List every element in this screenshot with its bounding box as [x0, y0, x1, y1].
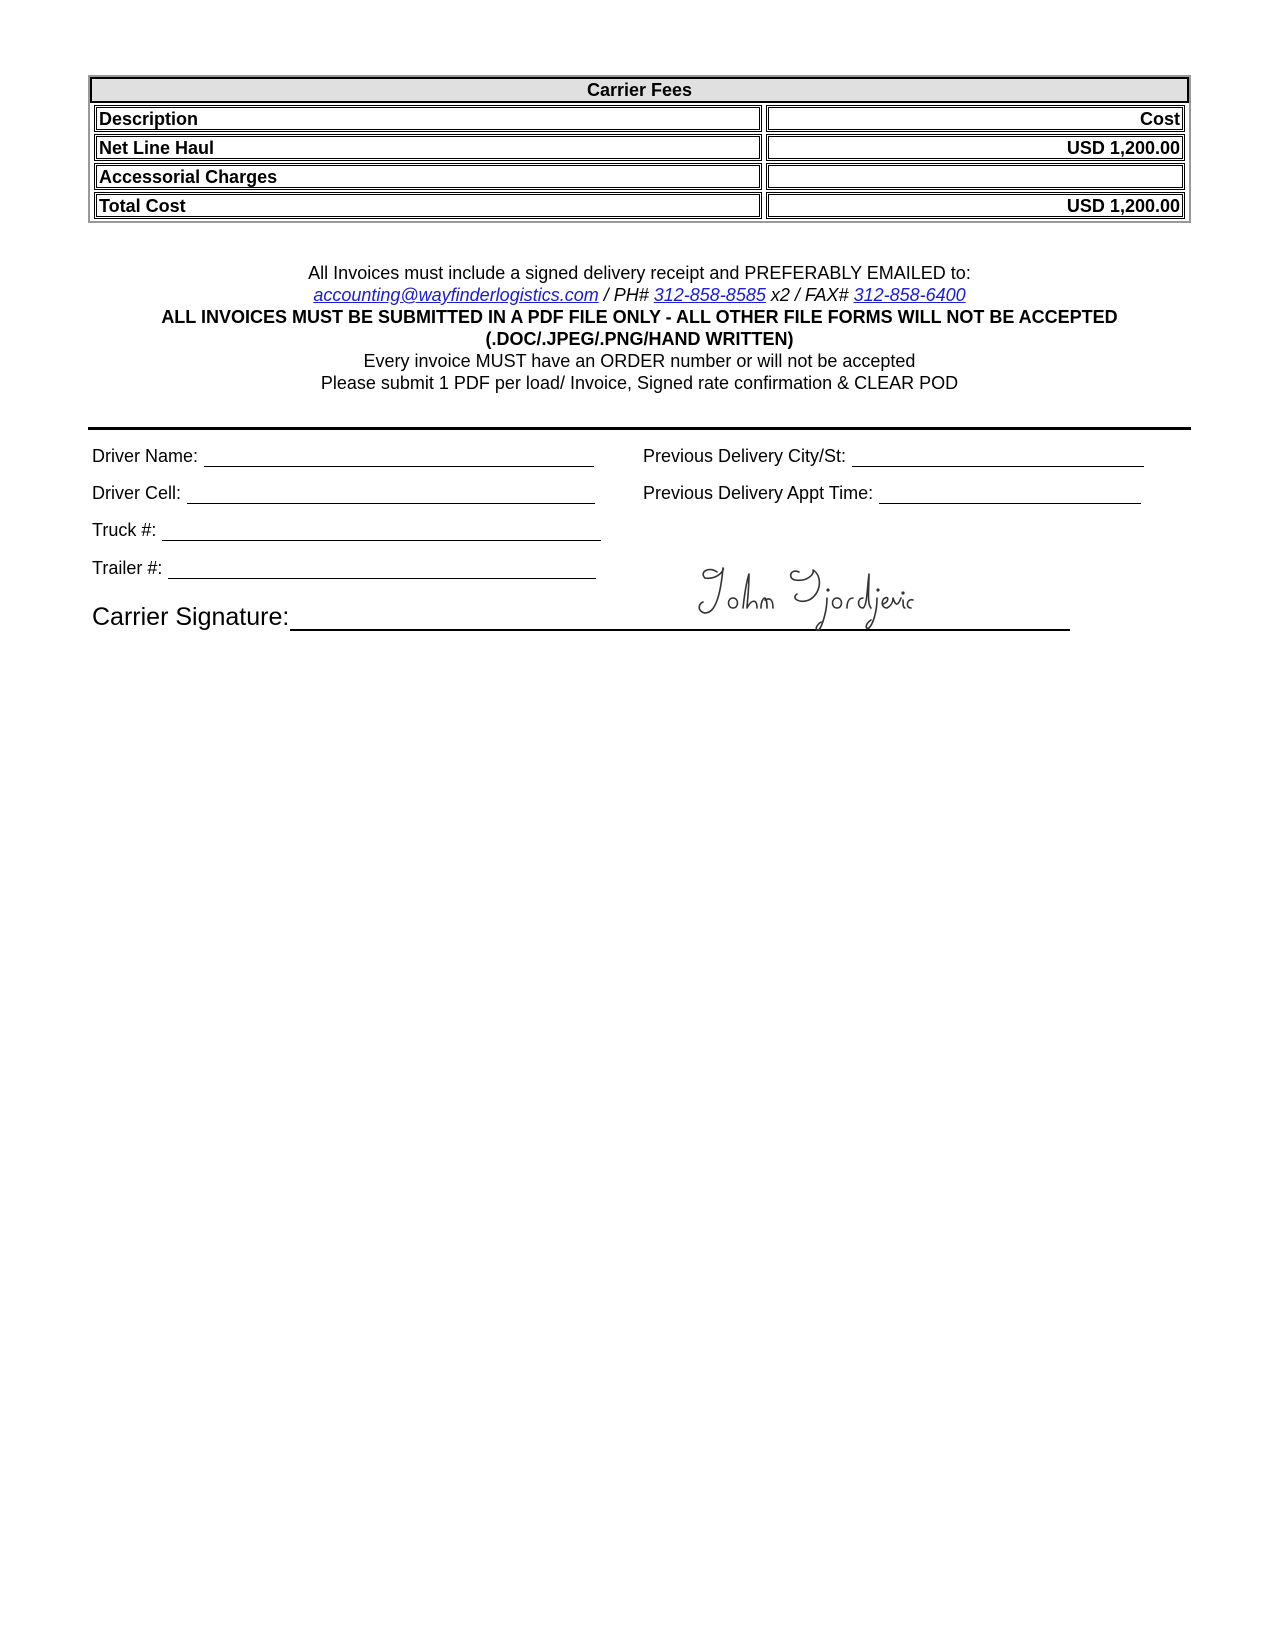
truck-line[interactable] [162, 522, 601, 541]
row-description: Net Line Haul [94, 134, 762, 161]
phone-link[interactable]: 312-858-8585 [653, 285, 766, 305]
email-link[interactable]: accounting@wayfinderlogistics.com [313, 285, 599, 305]
invoice-notice [88, 262, 1191, 394]
prev-appt-field [643, 483, 1141, 504]
driver-cell-line[interactable] [187, 485, 595, 504]
trailer-label: Trailer #: [92, 558, 163, 578]
divider [88, 427, 1191, 430]
truck-field [92, 520, 601, 541]
fees-row-accessorial [90, 161, 1189, 190]
carrier-fees-title: Carrier Fees [90, 77, 1189, 103]
fax-label: x2 / FAX# [765, 285, 854, 305]
trailer-field [92, 558, 596, 579]
header-description: Description [94, 105, 762, 132]
carrier-signature-line[interactable] [290, 629, 1070, 631]
prev-city-label: Previous Delivery City/St: [643, 446, 847, 466]
row-description: Total Cost [94, 192, 762, 219]
driver-name-field [92, 446, 594, 467]
notice-line-3: Every invoice MUST have an ORDER number or will not be accepted [363, 351, 916, 371]
fax-link[interactable]: 312-858-6400 [853, 285, 966, 305]
notice-line-1: All Invoices must include a signed delivery receipt and PREFERABLY EMAILED to: [308, 263, 971, 283]
driver-cell-field [92, 483, 595, 504]
ph-label: / PH# [598, 285, 654, 305]
header-cost: Cost [766, 105, 1185, 132]
fees-row-net-line-haul [90, 132, 1189, 161]
prev-city-field [643, 446, 1144, 467]
prev-appt-line[interactable] [879, 485, 1141, 504]
trailer-line[interactable] [168, 560, 596, 579]
driver-cell-label: Driver Cell: [92, 483, 182, 503]
truck-label: Truck #: [92, 520, 157, 540]
row-description: Accessorial Charges [94, 163, 762, 190]
fees-row-total [90, 190, 1189, 221]
driver-name-label: Driver Name: [92, 446, 199, 466]
pdf-only-warning: ALL INVOICES MUST BE SUBMITTED IN A PDF FILE ONLY - ALL OTHER FILE FORMS WILL NOT BE ACCEPTED (.DOC/.JPEG/.PNG/HAND WRITTEN) [161, 307, 1118, 349]
handwritten-signature [695, 560, 915, 636]
prev-city-line[interactable] [852, 448, 1144, 467]
row-cost [766, 163, 1185, 190]
driver-name-line[interactable] [204, 448, 594, 467]
row-cost: USD 1,200.00 [766, 192, 1185, 219]
carrier-signature-label: Carrier Signature: [92, 603, 290, 631]
contact-line [88, 284, 1191, 306]
carrier-fees-table [88, 75, 1191, 223]
fees-header-row [90, 103, 1189, 132]
notice-line-4: Please submit 1 PDF per load/ Invoice, Signed rate confirmation & CLEAR POD [320, 373, 959, 393]
row-cost: USD 1,200.00 [766, 134, 1185, 161]
prev-appt-label: Previous Delivery Appt Time: [643, 483, 874, 503]
